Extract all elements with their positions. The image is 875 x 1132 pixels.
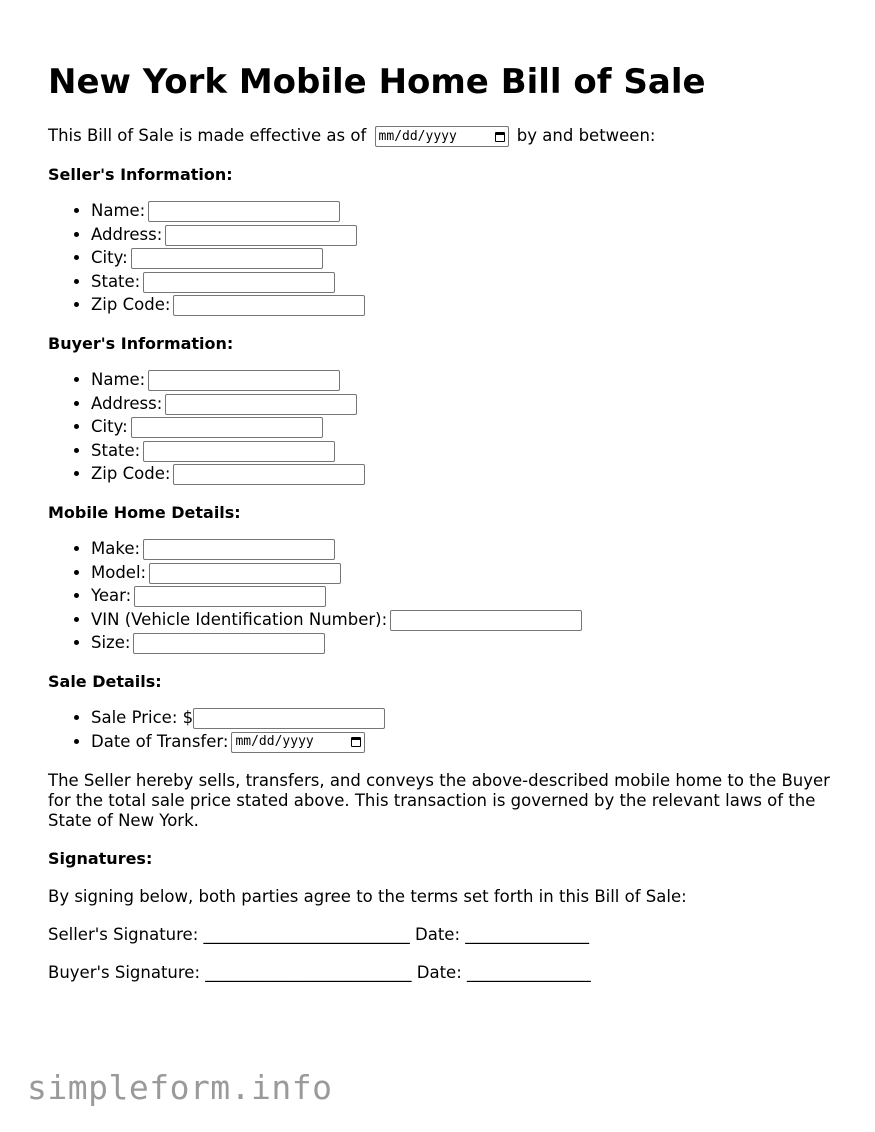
home-year-item [91,586,838,607]
buyer-city-label: City: [91,417,128,436]
transfer-date-label: Date of Transfer: [91,731,229,751]
home-vin-item [91,610,838,631]
home-details-heading: Mobile Home Details: [48,503,241,522]
calendar-icon[interactable] [495,132,505,142]
buyer-heading: Buyer's Information: [48,334,234,353]
home-vin-input[interactable] [390,610,582,631]
seller-zip-label: Zip Code: [91,295,171,314]
seller-zip-input[interactable] [173,295,365,316]
home-model-input[interactable] [149,563,341,584]
sale-price-input[interactable] [193,708,385,729]
intro-after-text: by and between: [516,126,656,145]
buyer-zip-item [91,464,838,485]
seller-name-label: Name: [91,201,146,220]
effective-date-placeholder: mm/dd/yyyy [378,128,457,144]
buyer-name-label: Name: [91,370,146,389]
buyer-city-input[interactable] [131,417,323,438]
seller-city-label: City: [91,248,128,267]
seller-fields-list [48,201,838,316]
seller-heading: Seller's Information: [48,165,233,184]
buyer-name-item [91,370,838,391]
sale-details-heading: Sale Details: [48,672,162,691]
seller-address-label: Address: [91,224,163,244]
home-make-input[interactable] [143,539,335,560]
bill-of-sale-document [48,0,838,983]
seller-state-label: State: [91,271,141,291]
calendar-icon[interactable] [351,737,361,747]
seller-address-input[interactable] [165,225,357,246]
seller-city-input[interactable] [131,248,323,269]
seller-state-input[interactable] [143,272,335,293]
signatures-heading: Signatures: [48,848,153,868]
home-year-label: Year: [91,586,132,605]
seller-signature-line: Seller's Signature: _________________________ Date: _______________ [48,924,589,944]
home-vin-label: VIN (Vehicle Identification Number): [91,609,388,629]
buyer-address-label: Address: [91,393,163,413]
sale-price-item [91,708,838,729]
home-fields-list [48,539,838,654]
intro-line [48,126,838,147]
home-model-item [91,563,838,584]
sale-price-label: Sale Price: $ [91,708,194,727]
signature-statement: By signing below, both parties agree to the terms set forth in this Bill of Sale: [48,886,687,906]
document-title: New York Mobile Home Bill of Sale [48,62,706,102]
buyer-state-input[interactable] [143,441,335,462]
transfer-date-placeholder: mm/dd/yyyy [235,734,314,749]
buyer-address-item [91,394,838,415]
home-year-input[interactable] [134,586,326,607]
buyer-state-item [91,441,838,462]
buyer-name-input[interactable] [148,370,340,391]
home-size-input[interactable] [133,633,325,654]
seller-name-item [91,201,838,222]
home-model-label: Model: [91,562,147,582]
seller-state-item [91,272,838,293]
transfer-date-input[interactable] [231,732,365,753]
buyer-address-input[interactable] [165,394,357,415]
buyer-fields-list [48,370,838,485]
intro-before-text: This Bill of Sale is made effective as of [48,126,367,145]
seller-zip-item [91,295,838,316]
transfer-date-item [91,732,838,753]
home-size-item [91,633,838,654]
buyer-state-label: State: [91,440,141,460]
effective-date-input[interactable] [375,126,509,147]
seller-address-item [91,225,838,246]
seller-name-input[interactable] [148,201,340,222]
home-make-label: Make: [91,539,141,558]
home-size-label: Size: [91,633,131,652]
buyer-zip-input[interactable] [173,464,365,485]
buyer-signature-line: Buyer's Signature: _________________________ Date: _______________ [48,962,591,982]
home-make-item [91,539,838,560]
buyer-city-item [91,417,838,438]
sale-fields-list [48,708,838,753]
seller-city-item [91,248,838,269]
watermark: simpleform.info [27,1068,333,1107]
buyer-zip-label: Zip Code: [91,464,171,483]
terms-paragraph: The Seller hereby sells, transfers, and conveys the above-described mobile home to the Buyer for the total sale price stated above. This transaction is governed by the relevant laws of the State of New York. [48,770,830,830]
